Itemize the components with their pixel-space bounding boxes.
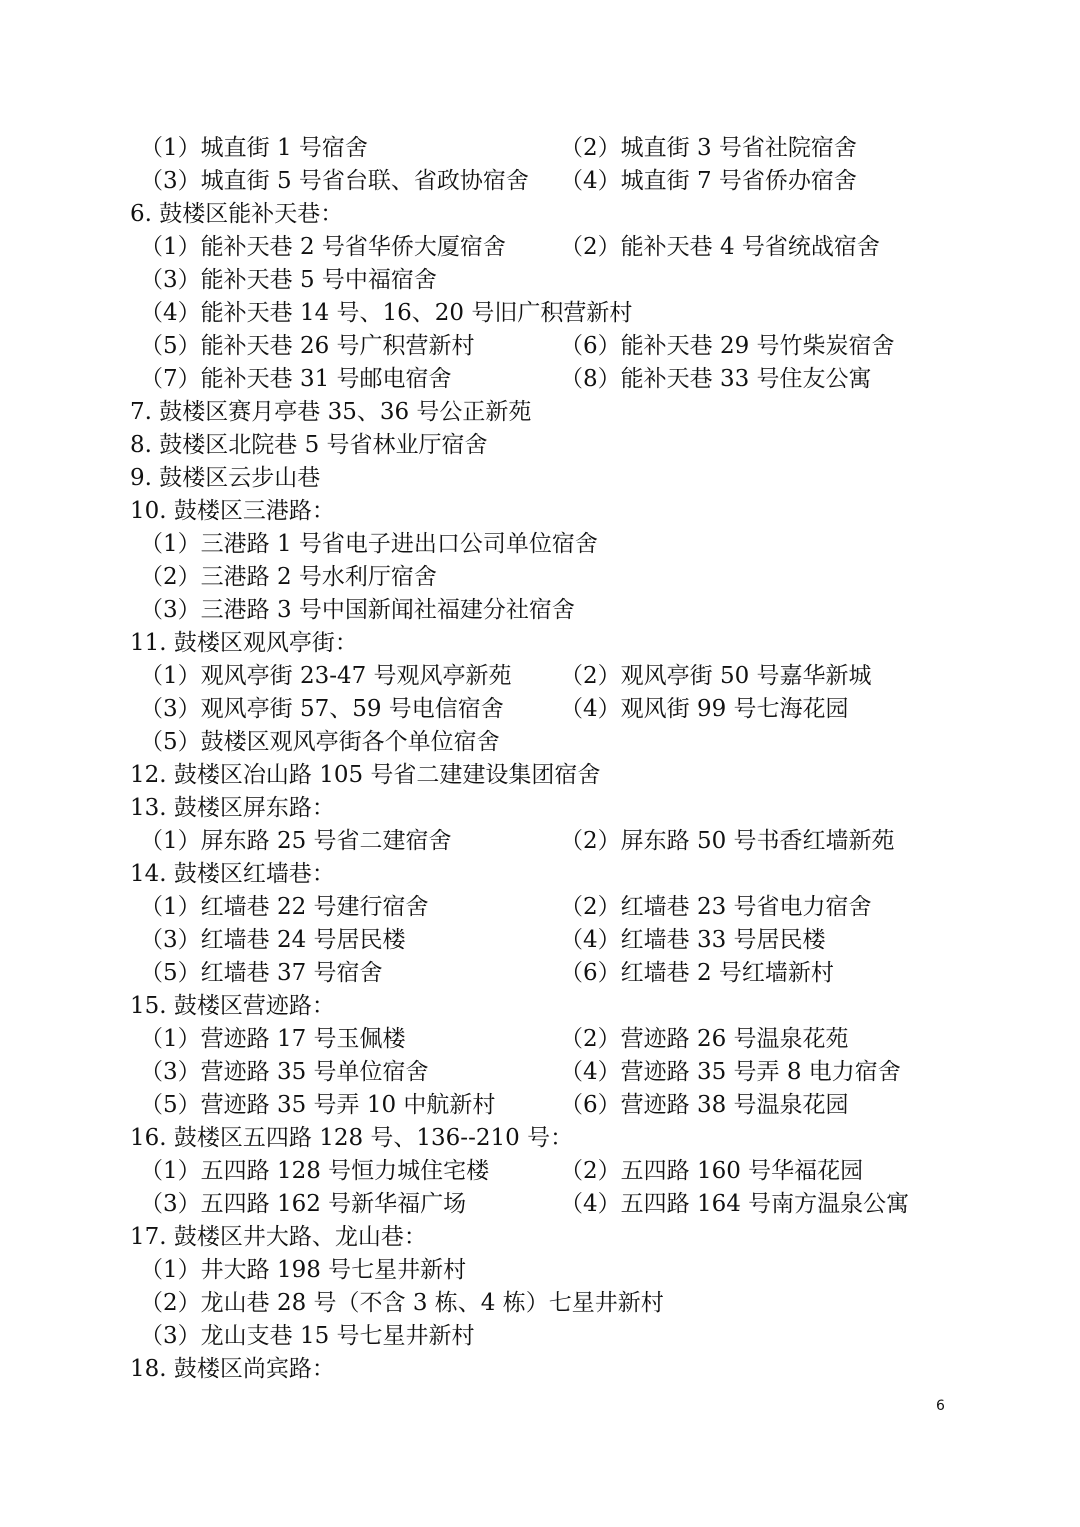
list-item (130, 132, 990, 165)
list-item-right: （4）观风街 99 号七海花园 (560, 696, 849, 722)
list-item-left: （3）五四路 162 号新华福广场 (140, 1191, 467, 1217)
list-item (130, 1320, 990, 1353)
list-item (130, 264, 990, 297)
section-heading (130, 759, 990, 792)
section-heading-text: 7. 鼓楼区赛月亭巷 35、36 号公正新苑 (130, 399, 532, 425)
list-item-text: （5）鼓楼区观风亭街各个单位宿舍 (140, 729, 500, 755)
section-heading (130, 1122, 990, 1155)
list-item-left: （3）红墙巷 24 号居民楼 (140, 927, 406, 953)
list-item-left: （5）能补天巷 26 号广积营新村 (140, 333, 475, 359)
section-heading-text: 17. 鼓楼区井大路、龙山巷： (130, 1224, 427, 1250)
section-heading (130, 627, 990, 660)
address-list (130, 132, 990, 1386)
list-item (130, 231, 990, 264)
list-item (130, 561, 990, 594)
section-heading-text: 18. 鼓楼区尚宾路： (130, 1356, 335, 1382)
section-heading-text: 9. 鼓楼区云步山巷 (130, 465, 321, 491)
list-item-right: （2）观风亭街 50 号嘉华新城 (560, 663, 872, 689)
section-heading (130, 429, 990, 462)
list-item-right: （6）能补天巷 29 号竹柴炭宿舍 (560, 333, 895, 359)
list-item-left: （1）五四路 128 号恒力城住宅楼 (140, 1158, 490, 1184)
section-heading (130, 198, 990, 231)
list-item (130, 1089, 990, 1122)
list-item-text: （2）龙山巷 28 号（不含 3 栋、4 栋）七星井新村 (140, 1290, 664, 1316)
section-heading-text: 14. 鼓楼区红墙巷： (130, 861, 335, 887)
section-heading (130, 792, 990, 825)
section-heading (130, 990, 990, 1023)
list-item (130, 330, 990, 363)
list-item-left: （3）观风亭街 57、59 号电信宿舍 (140, 696, 504, 722)
list-item-right: （2）五四路 160 号华福花园 (560, 1158, 864, 1184)
list-item-left: （1）红墙巷 22 号建行宿舍 (140, 894, 429, 920)
list-item-text: （4）能补天巷 14 号、16、20 号旧广积营新村 (140, 300, 633, 326)
section-heading (130, 858, 990, 891)
list-item-right: （6）营迹路 38 号温泉花园 (560, 1092, 849, 1118)
list-item-right: （6）红墙巷 2 号红墙新村 (560, 960, 834, 986)
list-item-left: （1）营迹路 17 号玉佩楼 (140, 1026, 406, 1052)
list-item-right: （2）城直街 3 号省社院宿舍 (560, 135, 857, 161)
section-heading-text: 10. 鼓楼区三港路： (130, 498, 335, 524)
list-item-text: （1）井大路 198 号七星井新村 (140, 1257, 467, 1283)
list-item-left: （1）屏东路 25 号省二建宿舍 (140, 828, 452, 854)
section-heading-text: 12. 鼓楼区冶山路 105 号省二建建设集团宿舍 (130, 762, 601, 788)
list-item-right: （4）红墙巷 33 号居民楼 (560, 927, 826, 953)
section-heading-text: 13. 鼓楼区屏东路： (130, 795, 335, 821)
list-item-left: （5）红墙巷 37 号宿舍 (140, 960, 383, 986)
section-heading-text: 6. 鼓楼区能补天巷： (130, 201, 344, 227)
list-item-left: （1）能补天巷 2 号省华侨大厦宿舍 (140, 234, 506, 260)
list-item-left: （7）能补天巷 31 号邮电宿舍 (140, 366, 452, 392)
list-item-right: （2）能补天巷 4 号省统战宿舍 (560, 234, 880, 260)
section-heading (130, 1353, 990, 1386)
list-item (130, 165, 990, 198)
list-item-left: （1）城直街 1 号宿舍 (140, 135, 368, 161)
list-item (130, 1056, 990, 1089)
list-item-left: （3）营迹路 35 号单位宿舍 (140, 1059, 429, 1085)
list-item (130, 924, 990, 957)
list-item-right: （2）红墙巷 23 号省电力宿舍 (560, 894, 872, 920)
section-heading (130, 396, 990, 429)
list-item-right: （4）营迹路 35 号弄 8 电力宿舍 (560, 1059, 901, 1085)
list-item-left: （1）观风亭街 23-47 号观风亭新苑 (140, 663, 512, 689)
list-item (130, 957, 990, 990)
list-item-left: （3）城直街 5 号省台联、省政协宿舍 (140, 168, 529, 194)
list-item-text: （1）三港路 1 号省电子进出口公司单位宿舍 (140, 531, 598, 557)
section-heading (130, 462, 990, 495)
list-item (130, 297, 990, 330)
list-item (130, 1287, 990, 1320)
list-item-right: （4）五四路 164 号南方温泉公寓 (560, 1191, 910, 1217)
list-item-right: （4）城直街 7 号省侨办宿舍 (560, 168, 857, 194)
list-item-text: （3）龙山支巷 15 号七星井新村 (140, 1323, 475, 1349)
section-heading-text: 16. 鼓楼区五四路 128 号、136--210 号： (130, 1125, 574, 1151)
list-item-text: （2）三港路 2 号水利厅宿舍 (140, 564, 437, 590)
list-item (130, 1254, 990, 1287)
section-heading-text: 11. 鼓楼区观风亭街： (130, 630, 358, 656)
section-heading (130, 1221, 990, 1254)
list-item-right: （2）营迹路 26 号温泉花苑 (560, 1026, 849, 1052)
list-item (130, 594, 990, 627)
list-item (130, 1155, 990, 1188)
section-heading-text: 8. 鼓楼区北院巷 5 号省林业厅宿舍 (130, 432, 488, 458)
list-item (130, 1023, 990, 1056)
list-item-left: （5）营迹路 35 号弄 10 中航新村 (140, 1092, 496, 1118)
list-item (130, 891, 990, 924)
list-item (130, 726, 990, 759)
list-item (130, 693, 990, 726)
page-number: 6 (936, 1398, 945, 1414)
list-item (130, 528, 990, 561)
list-item (130, 363, 990, 396)
section-heading-text: 15. 鼓楼区营迹路： (130, 993, 335, 1019)
list-item-text: （3）能补天巷 5 号中福宿舍 (140, 267, 437, 293)
list-item-right: （8）能补天巷 33 号住友公寓 (560, 366, 872, 392)
list-item (130, 1188, 990, 1221)
list-item (130, 660, 990, 693)
list-item-text: （3）三港路 3 号中国新闻社福建分社宿舍 (140, 597, 575, 623)
section-heading (130, 495, 990, 528)
list-item (130, 825, 990, 858)
list-item-right: （2）屏东路 50 号书香红墙新苑 (560, 828, 895, 854)
